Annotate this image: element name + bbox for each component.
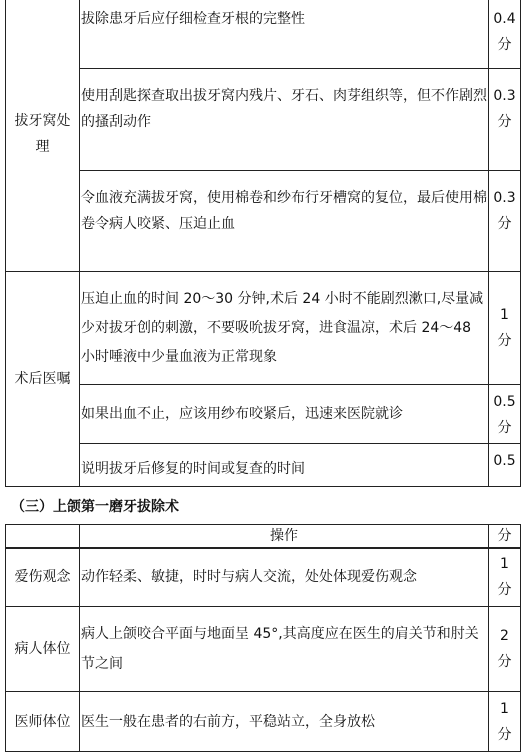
table-row [6, 170, 521, 271]
score-cell: 1 分 [489, 692, 521, 752]
category-label: 拔牙窝处理 [14, 113, 71, 156]
scoring-table-maxillary-molar-body [5, 547, 521, 752]
category-cell: 医师体位 [6, 692, 80, 752]
category-cell: 病人体位 [6, 607, 80, 692]
scoring-table-extraction-care [5, 0, 521, 487]
operation-cell: 动作轻柔、敏捷，时时与病人交流，处处体现爱伤观念 [80, 548, 489, 607]
operation-cell: 使用刮匙探查取出拔牙窝内残片、牙石、肉芽组织等，但不作剧烈的搔刮动作 [80, 68, 489, 170]
score-cell: 0.3分 [489, 170, 521, 271]
operation-cell: 医生一般在患者的右前方，平稳站立，全身放松 [80, 692, 489, 752]
table-row [6, 0, 521, 68]
category-cell [6, 0, 80, 271]
table-row [6, 607, 521, 692]
score-cell: 0.3分 [489, 68, 521, 170]
operation-cell: 拔除患牙后应仔细检查牙根的完整性 [80, 0, 489, 68]
score-cell: 0.4分 [489, 0, 521, 68]
scoring-table-maxillary-molar [5, 524, 521, 549]
table-row [6, 271, 521, 384]
operation-cell: 如果出血不止，应该用纱布咬紧后，迅速来医院就诊 [80, 384, 489, 443]
category-cell: 爱伤观念 [6, 548, 80, 607]
table-header-row [6, 525, 521, 549]
table-row [6, 548, 521, 607]
header-score: 分 [489, 525, 521, 549]
score-cell: 2 分 [489, 607, 521, 692]
operation-cell: 压迫止血的时间 20～30 分钟,术后 24 小时不能剧烈漱口,尽量减少对拔牙创的刺激，不要吸吮拔牙窝，进食温凉，术后 24～48 小时唾液中少量血液为正常现象 [80, 271, 489, 384]
category-cell [6, 271, 80, 486]
operation-cell: 令血液充满拔牙窝，使用棉卷和纱布行牙槽窝的复位，最后使用棉卷令病人咬紧、压迫止血 [80, 170, 489, 271]
section-heading: （三）上颌第一磨牙拔除术 [11, 499, 179, 515]
header-operation: 操作 [80, 525, 489, 549]
operation-cell: 说明拔牙后修复的时间或复查的时间 [80, 443, 489, 486]
table-row [6, 692, 521, 752]
table-row [6, 68, 521, 170]
score-cell: 0.5分 [489, 384, 521, 443]
category-label: 术后医嘱 [14, 370, 71, 387]
score-cell: 1 分 [489, 271, 521, 384]
score-cell: 1 分 [489, 548, 521, 607]
table-row [6, 384, 521, 443]
operation-cell: 病人上颌咬合平面与地面呈 45°,其高度应在医生的肩关节和肘关节之间 [80, 607, 489, 692]
score-cell: 0.5 [489, 443, 521, 486]
table-row [6, 443, 521, 486]
header-blank [6, 525, 80, 549]
